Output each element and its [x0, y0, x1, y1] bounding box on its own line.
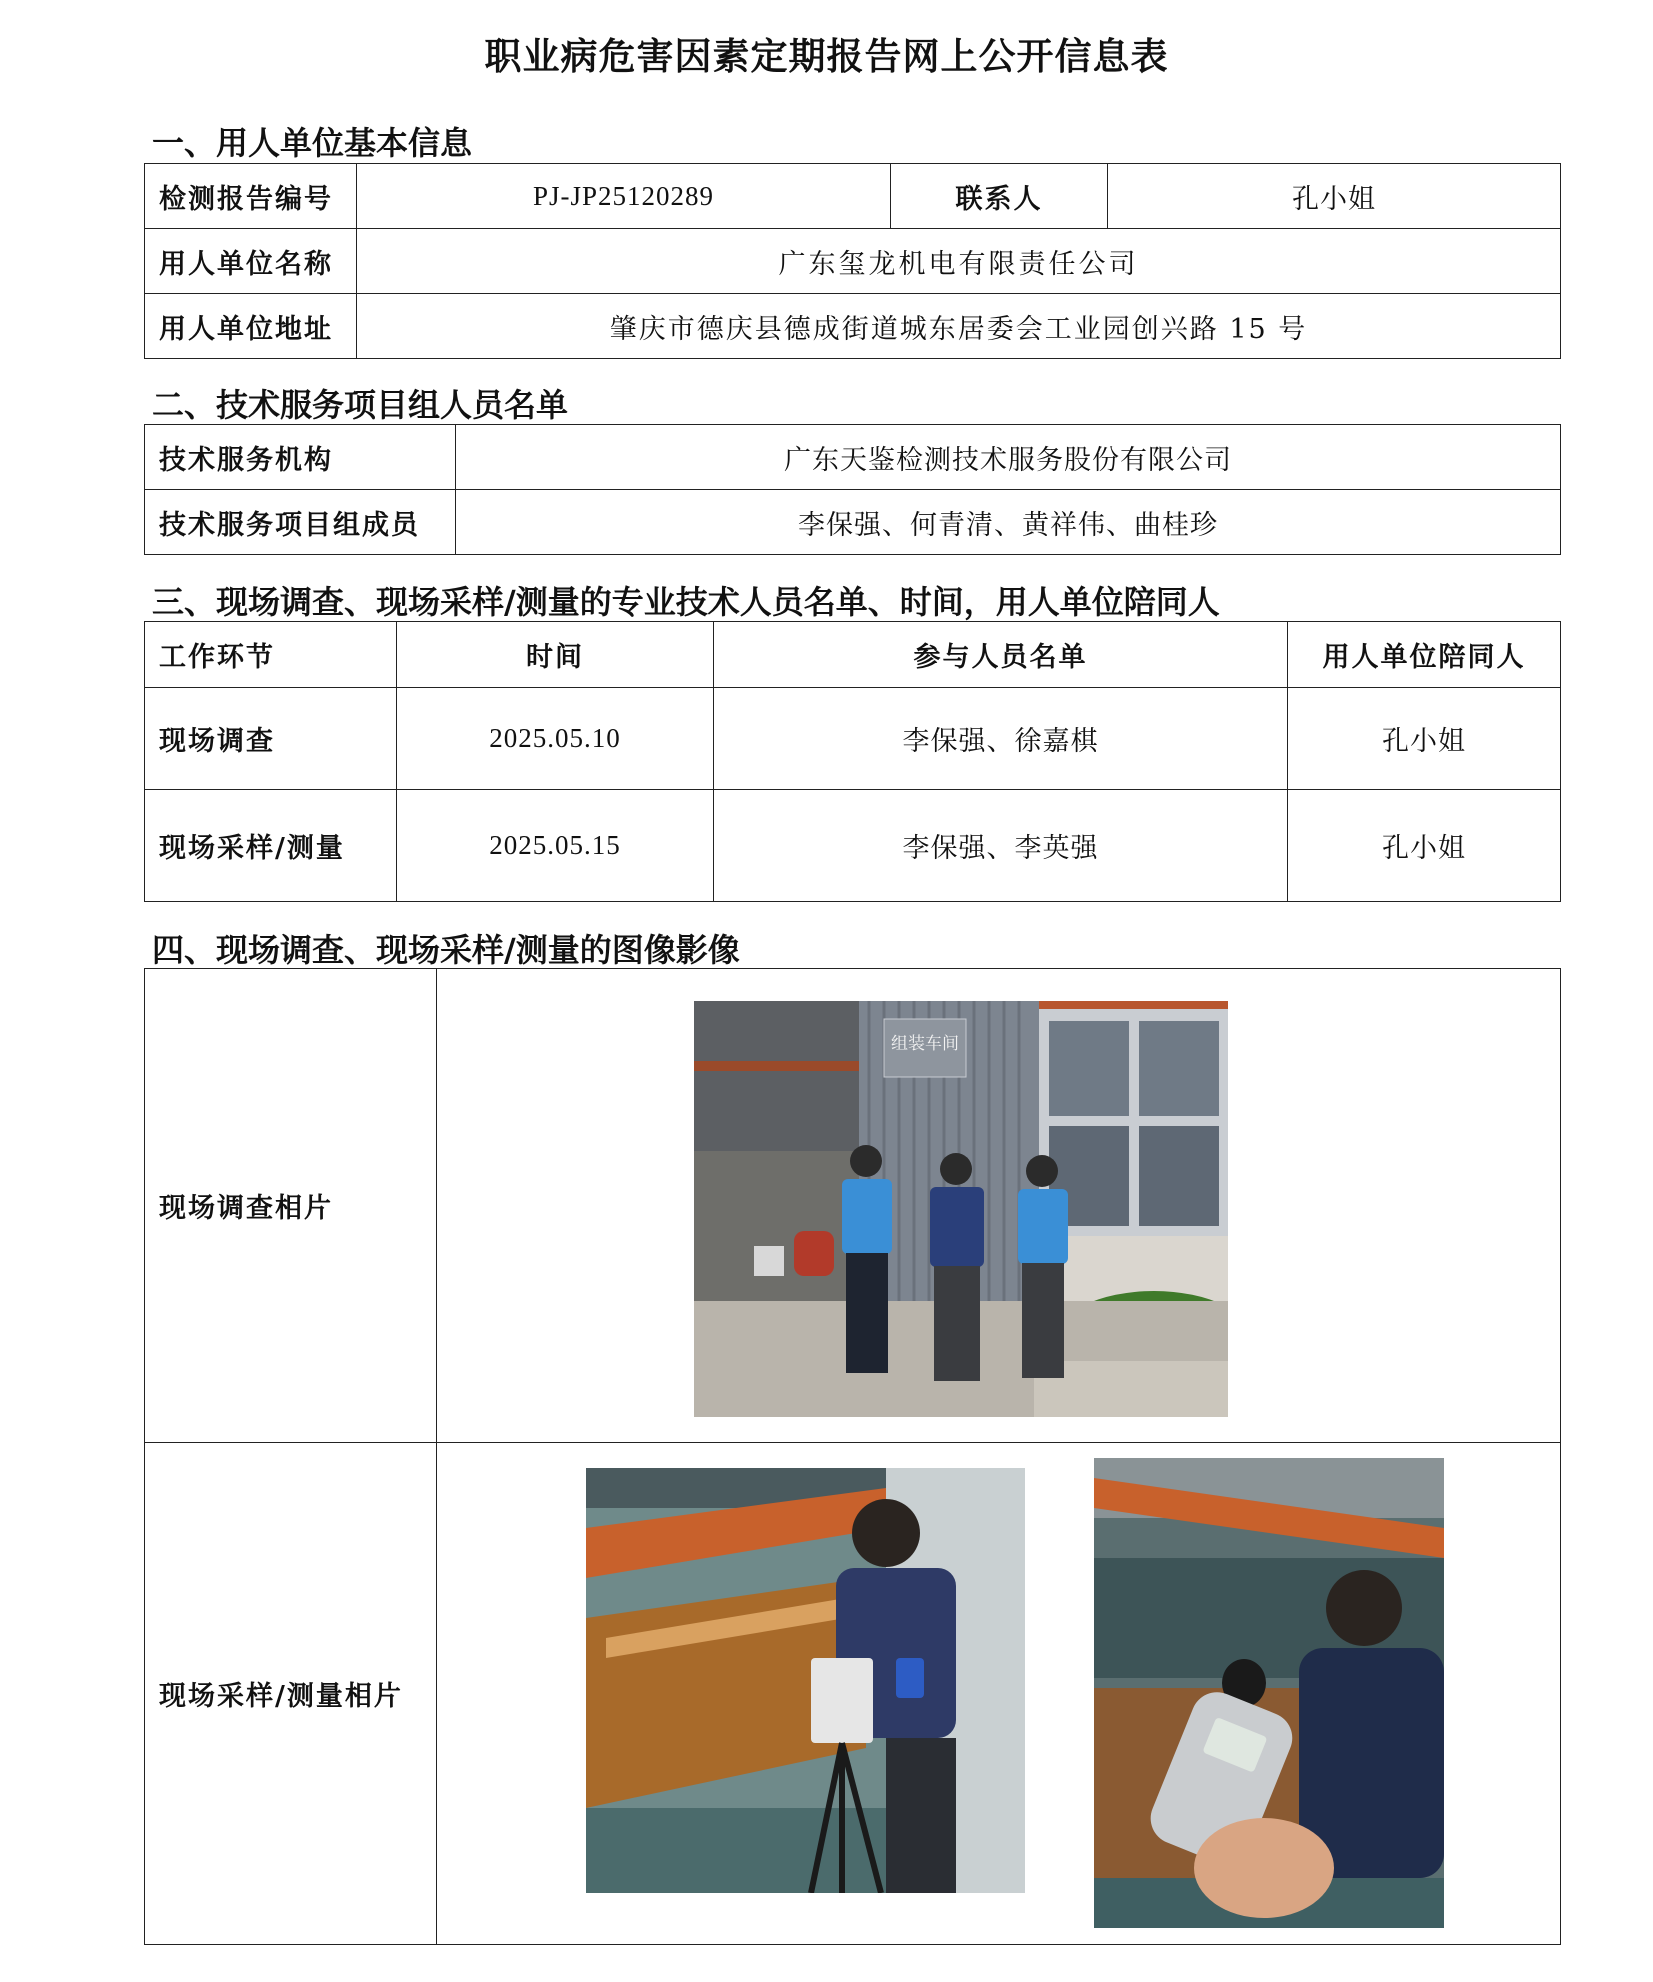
row-date: 2025.05.15 [397, 790, 714, 902]
address-label: 用人单位地址 [145, 294, 357, 359]
report-no-value: PJ-JP25120289 [357, 164, 891, 229]
sampling-photo-1-image [586, 1468, 1025, 1893]
row-staff: 李保强、徐嘉棋 [714, 688, 1288, 790]
section1-heading: 一、用人单位基本信息 [152, 124, 473, 162]
contact-value: 孔小姐 [1108, 164, 1561, 229]
row-escort: 孔小姐 [1288, 688, 1561, 790]
sampling-photo-1 [586, 1468, 1025, 1893]
field-work-table [144, 621, 1561, 902]
org-value: 广东天鉴检测技术服务股份有限公司 [456, 425, 1561, 490]
company-label: 用人单位名称 [145, 229, 357, 294]
row-staff: 李保强、李英强 [714, 790, 1288, 902]
header-stage: 工作环节 [145, 622, 397, 688]
members-label: 技术服务项目组成员 [145, 490, 456, 555]
row-stage: 现场调查 [145, 688, 397, 790]
report-no-label: 检测报告编号 [145, 164, 357, 229]
section2-heading: 二、技术服务项目组人员名单 [152, 386, 569, 424]
sampling-photo-2-image [1094, 1458, 1444, 1928]
service-team-table [144, 424, 1561, 555]
row-date: 2025.05.10 [397, 688, 714, 790]
survey-photo [694, 1001, 1228, 1417]
header-date: 时间 [397, 622, 714, 688]
members-value: 李保强、何青清、黄祥伟、曲桂珍 [456, 490, 1561, 555]
row-stage: 现场采样/测量 [145, 790, 397, 902]
section4-heading: 四、现场调查、现场采样/测量的图像影像 [152, 931, 740, 969]
company-value: 广东玺龙机电有限责任公司 [357, 229, 1561, 294]
sampling-photo-2 [1094, 1458, 1444, 1928]
header-escort: 用人单位陪同人 [1288, 622, 1561, 688]
survey-photo-image [694, 1001, 1228, 1417]
row-escort: 孔小姐 [1288, 790, 1561, 902]
basic-info-table [144, 163, 1561, 359]
sampling-photo-label: 现场采样/测量相片 [145, 1443, 437, 1945]
survey-photo-label: 现场调查相片 [145, 969, 437, 1443]
table-row [145, 688, 1561, 790]
org-label: 技术服务机构 [145, 425, 456, 490]
table-row [145, 790, 1561, 902]
workshop-sign: 组装车间 [891, 1034, 959, 1054]
section3-heading: 三、现场调查、现场采样/测量的专业技术人员名单、时间，用人单位陪同人 [152, 583, 1220, 621]
address-value: 肇庆市德庆县德成街道城东居委会工业园创兴路 15 号 [357, 294, 1561, 359]
header-staff: 参与人员名单 [714, 622, 1288, 688]
page-title: 职业病危害因素定期报告网上公开信息表 [484, 34, 1169, 78]
contact-label: 联系人 [891, 164, 1108, 229]
